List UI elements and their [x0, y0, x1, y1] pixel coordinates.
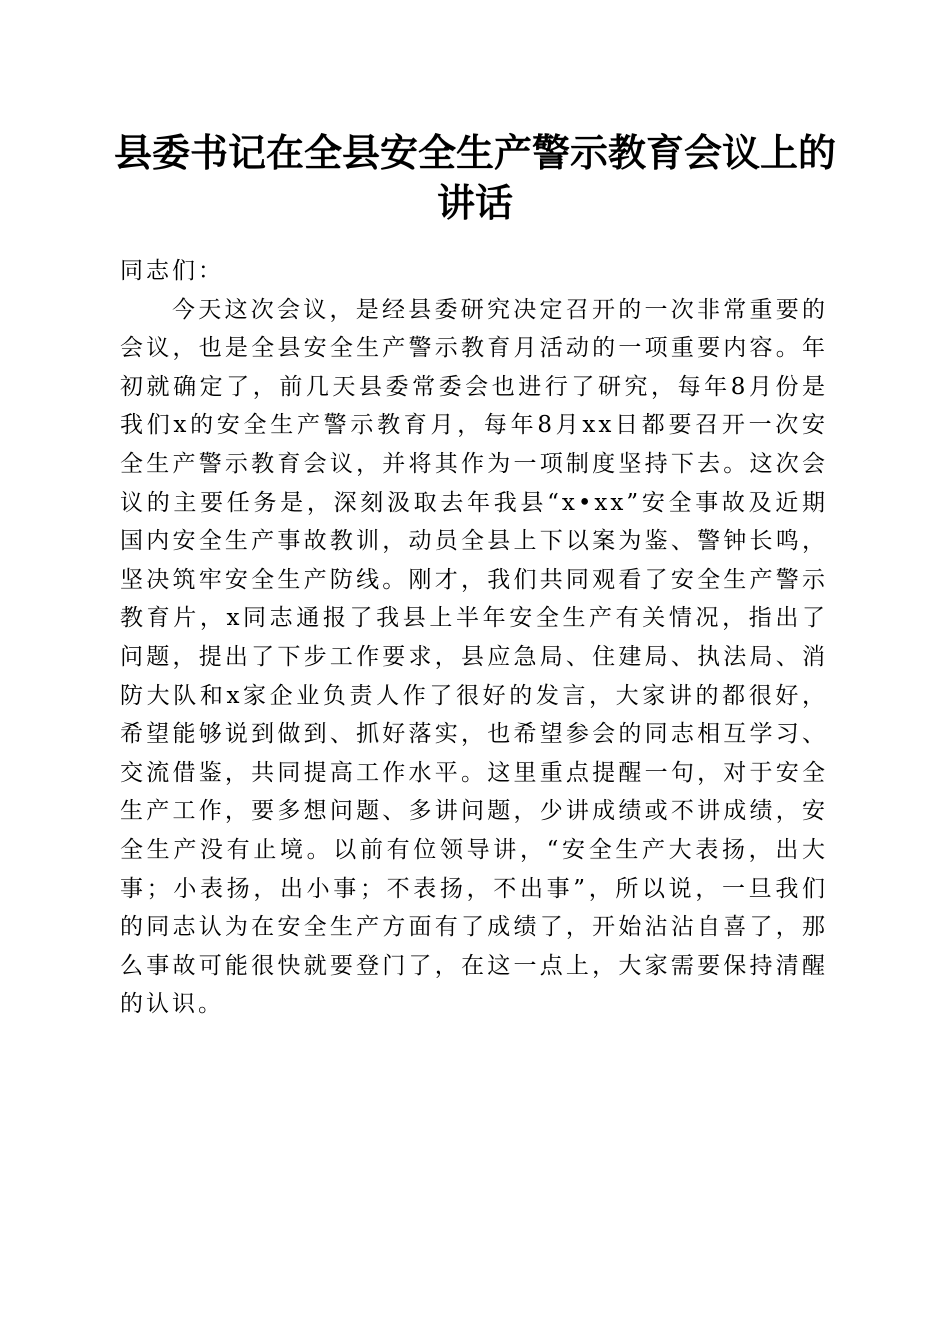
salutation: 同志们： [120, 258, 224, 284]
body-paragraph: 今天这次会议，是经县委研究决定召开的一次非常重要的会议，也是全县安全生产警示教育月活动的一项重要内容。年初就确定了，前几天县委常委会也进行了研究，每年8月份是我们x的安全生产警示教育月，每年8月xx日都要召开一次安全生产警示教育会议，并将其作为一项制度坚持下去。这次会议的主要任务是，深刻汲取去年我县“x•xx”安全事故及近期国内安全生产事故教训，动员全县上下以案为鉴、警钟长鸣，坚决筑牢安全生产防线。刚才，我们共同观看了安全生产警示教育片，x同志通报了我县上半年安全生产有关情况，指出了问题，提出了下步工作要求，县应急局、住建局、执法局、消防大队和x家企业负责人作了很好的发言，大家讲的都很好，希望能够说到做到、抓好落实，也希望参会的同志相互学习、交流借鉴，共同提高工作水平。这里重点提醒一句，对于安全生产工作，要多想问题、多讲问题，少讲成绩或不讲成绩，安全生产没有止境。以前有位领导讲，“安全生产大表扬，出大事；小表扬，出小事；不表扬，不出事”，所以说，一旦我们的同志认为在安全生产方面有了成绩了，开始沾沾自喜了，那么事故可能很快就要登门了，在这一点上，大家需要保持清醒的认识。 [120, 296, 828, 1018]
document-title: 县委书记在全县安全生产警示教育会议上的讲话 [113, 130, 836, 225]
document-body [120, 252, 828, 1024]
